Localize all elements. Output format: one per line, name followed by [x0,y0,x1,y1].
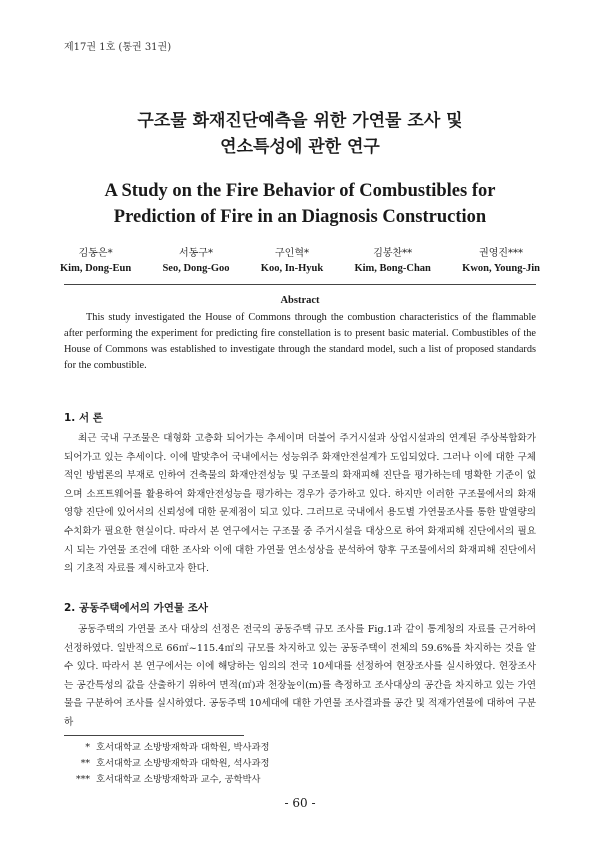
author-name-english: Seo, Dong-Goo [162,263,230,274]
title-korean-line-2: 연소특성에 관한 연구 [220,137,380,157]
divider [64,284,536,285]
footnote-mark: *** [76,774,90,785]
author-name-english: Kim, Dong-Eun [60,263,132,274]
author [462,246,540,276]
section-heading-introduction: 1. 서 론 [64,412,103,424]
author-name-korean: 구인혁* [275,248,309,259]
paragraph: 공동주택의 가연물 조사 대상의 선정은 전국의 공동주택 규모 조사를 Fig.1과 같이 통계청의 자료를 근거하여 선정하였다. 일반적으로 66㎡~115.4㎡의 규모를 차지하고 있는 공동주택이 전체의 59.6%를 차지하는 것을 알 수 있다. 따라서 본 연구에서는 이에 해당하는 임의의 전국 10세대를 선정하여 현장조사를 실시하였다. 현장조사는 공간특성의 값을 산출하기 위하여 면적(㎡)과 천장높이(m)를 측정하고 조사대상의 공간을 차지하고 있는 가연물을 구분하여 조사를 실시하였다. 공동주택 10세대에 대한 가연물 조사결과를 공간 및 적재가연물에 대하여 구분하 [64,624,536,728]
section-heading-survey: 2. 공동주택에서의 가연물 조사 [64,602,208,614]
footnotes [64,740,269,788]
section-body-introduction [64,430,536,579]
author [162,246,229,276]
footnote-text: 호서대학교 소방방재학과 교수, 공학박사 [96,774,261,785]
footnote-text: 호서대학교 소방방재학과 대학원, 박사과정 [96,742,270,753]
issue-header: 제17권 1호 (통권 31권) [64,42,172,53]
paragraph: 최근 국내 구조물은 대형화 고층화 되어가는 추세이며 더불어 주거시설과 상업시설과의 연계된 주상복합화가 되어가고 있는 추세이다. 이에 발맞추어 국내에서는 성능위주 화재안전설계가 도입되었다. 그러나 이에 대한 구체적인 방법론의 부재로 인하여 건축물의 화재안전성능 및 구조물의 화재피해 진단을 평가하는데 명확한 기준이 없으며 소프트웨어를 활용하여 화재안전성능을 평가하는 경우가 증가하고 있다. 하지만 이러한 구조물에서의 화재영향 진단에 있어서의 신뢰성에 대한 문제점이 되고 있다. 그러므로 국내에서 용도별 가연물조사를 통한 발열량의 수치화가 필요한 현실이다. 따라서 본 연구에서는 구조물 중 주거시설을 대상으로 하여 화재피해 진단에서의 필요시 되는 가연물 조건에 대한 조사와 이에 대한 가연물 연소성상을 분석하여 향후 구조물에서의 화재피해 진단에서의 기초적 자료를 제시하고자 한다. [64,433,536,575]
footnote [64,740,269,756]
author-name-english: Koo, In-Hyuk [260,263,324,274]
author [354,246,430,276]
author-name-korean: 권영진*** [479,248,524,259]
author [261,246,323,276]
author-name-korean: 김동은* [78,248,113,259]
footnote-divider [64,735,244,736]
title-korean-line-1: 구조물 화재진단예측을 위한 가연물 조사 및 [137,111,463,131]
page-number: - 60 - [284,796,316,810]
title-english-line-1: A Study on the Fire Behavior of Combustibles for [104,181,496,201]
footnote [64,756,269,772]
title-english-line-2: Prediction of Fire in an Diagnosis Construction [113,207,487,227]
abstract-heading: Abstract [280,295,320,306]
footnote-mark: * [85,742,90,753]
abstract-text: This study investigated the House of Commons through the combustion characteristics of the flammable after performing the experiment for predicting fire constellation is to present basic material. Combustibles of the House of Commons was established to investigate through the standard model, such a list of proposed standards for the combustible. [64,312,536,371]
author [60,246,131,276]
author-name-korean: 서동구* [178,248,213,259]
footnote [64,772,269,788]
abstract-body [64,310,536,374]
author-list [60,246,540,276]
author-name-korean: 김봉찬** [373,248,413,259]
author-name-english: Kwon, Young-Jin [462,263,540,274]
author-name-english: Kim, Bong-Chan [354,263,431,274]
footnote-mark: ** [80,758,90,769]
section-body-survey [64,621,536,733]
footnote-text: 호서대학교 소방방재학과 대학원, 석사과정 [96,758,270,769]
